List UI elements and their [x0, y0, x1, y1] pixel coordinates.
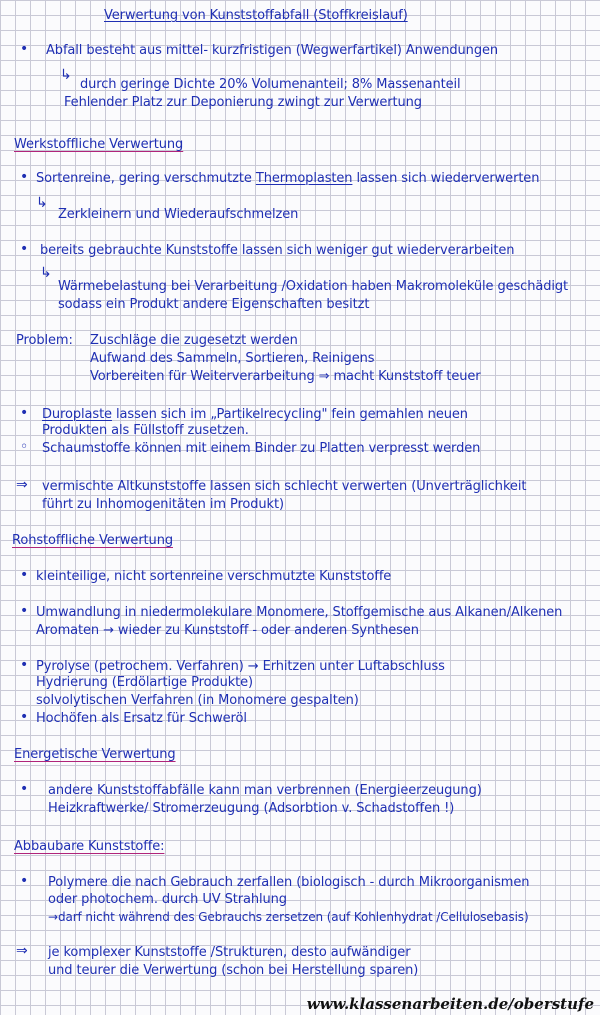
- problem-line-2: Aufwand des Sammeln, Sortieren, Reinigens: [90, 351, 375, 366]
- page-title: Verwertung von Kunststoffabfall (Stoffkreislauf): [104, 8, 408, 23]
- abbau-line-3: →darf nicht während des Gebrauchs zersetzen (auf Kohlenhydrat /Cellulosebasis): [48, 910, 529, 924]
- abbau-line-2: oder photochem. durch UV Strahlung: [48, 892, 287, 907]
- werk-bullet-1-term: Thermoplasten: [255, 171, 353, 186]
- bullet-icon: •: [20, 873, 29, 889]
- intro-line-2: durch geringe Dichte 20% Volumenanteil; 8% Massenanteil: [80, 77, 461, 92]
- schaumstoffe-line: Schaumstoffe können mit einem Binder zu Platten verpresst werden: [42, 441, 481, 456]
- bullet-icon: •: [20, 603, 29, 619]
- bullet-icon: •: [20, 709, 29, 725]
- arrow-icon: ↳: [40, 265, 52, 281]
- abbau-line-1: Polymere die nach Gebrauch zerfallen (biologisch - durch Mikroorganismen: [48, 875, 530, 890]
- heading-energetische: Energetische Verwertung: [14, 747, 176, 762]
- werk-bullet-1: [36, 172, 539, 186]
- bullet-icon: •: [20, 781, 29, 797]
- arrow-icon: ↳: [36, 195, 48, 211]
- energ-line-1: andere Kunststoffabfälle kann man verbrennen (Energieerzeugung): [48, 783, 482, 798]
- bullet-icon: •: [20, 405, 29, 421]
- roh-bullet-3c: solvolytischen Verfahren (in Monomere gespalten): [36, 693, 359, 708]
- werk-bullet-1b: lassen sich wiederverwerten: [356, 171, 540, 186]
- duroplaste-term: Duroplaste: [42, 407, 112, 422]
- abbau-conclusion-2: und teurer die Verwertung (schon bei Herstellung sparen): [48, 963, 419, 978]
- abbau-conclusion-1: je komplexer Kunststoffe /Strukturen, desto aufwändiger: [48, 945, 411, 960]
- heading-rohstoffliche: Rohstoffliche Verwertung: [12, 533, 173, 548]
- duroplaste-line-1: [42, 408, 468, 422]
- werk-bullet-2-sub-1: Wärmebelastung bei Verarbeitung /Oxidation haben Makromoleküle geschädigt: [58, 279, 569, 294]
- arrow-icon: ↳: [60, 67, 72, 83]
- roh-bullet-2b: Aromaten → wieder zu Kunststoff - oder anderen Synthesen: [36, 623, 419, 638]
- conclusion-line-2: führt zu Inhomogenitäten im Produkt): [42, 497, 284, 512]
- problem-label: Problem:: [16, 333, 73, 348]
- bullet-icon: •: [20, 169, 29, 185]
- bullet-icon: •: [20, 241, 29, 257]
- bullet-icon: •: [20, 41, 29, 57]
- roh-bullet-2a: Umwandlung in niedermolekulare Monomere, Stoffgemische aus Alkanen/Alkenen: [36, 605, 563, 620]
- roh-bullet-3b: Hydrierung (Erdölartige Produkte): [36, 675, 254, 690]
- werk-bullet-1a: Sortenreine, gering verschmutzte: [36, 171, 252, 186]
- footer-website: www.klassenarbeiten.de/oberstufe: [306, 995, 594, 1013]
- werk-bullet-2: bereits gebrauchte Kunststoffe lassen sich weniger gut wiederverarbeiten: [40, 243, 515, 258]
- werk-bullet-1-sub: Zerkleinern und Wiederaufschmelzen: [58, 207, 299, 222]
- problem-line-3: Vorbereiten für Weiterverarbeitung ⇒ macht Kunststoff teuer: [90, 369, 481, 384]
- heading-abbaubare: Abbaubare Kunststoffe:: [14, 839, 165, 854]
- roh-bullet-3a: Pyrolyse (petrochem. Verfahren) → Erhitzen unter Luftabschluss: [36, 659, 445, 674]
- duroplaste-text: lassen sich im „Partikelrecycling" fein gemahlen neuen: [116, 407, 468, 422]
- heading-werkstoffliche: Werkstoffliche Verwertung: [14, 137, 184, 152]
- roh-bullet-4: Hochöfen als Ersatz für Schweröl: [36, 711, 247, 726]
- werk-bullet-2-sub-2: sodass ein Produkt andere Eigenschaften besitzt: [58, 297, 370, 312]
- duroplaste-line-2: Produkten als Füllstoff zusetzen.: [42, 423, 249, 438]
- conclusion-line-1: vermischte Altkunststoffe lassen sich schlecht verwerten (Unverträglichkeit: [42, 479, 527, 494]
- intro-line-1: Abfall besteht aus mittel- kurzfristigen (Wegwerfartikel) Anwendungen: [46, 43, 499, 58]
- bullet-icon: •: [20, 567, 29, 583]
- bullet-icon: •: [20, 657, 29, 673]
- implication-arrow-icon: ⇒: [16, 943, 28, 959]
- energ-line-2: Heizkraftwerke/ Stromerzeugung (Adsorbtion v. Schadstoffen !): [48, 801, 455, 816]
- roh-bullet-1: kleinteilige, nicht sortenreine verschmutzte Kunststoffe: [36, 569, 392, 584]
- bullet-icon: ◦: [20, 439, 29, 455]
- intro-line-3: Fehlender Platz zur Deponierung zwingt zur Verwertung: [64, 95, 422, 110]
- implication-arrow-icon: ⇒: [16, 477, 28, 493]
- problem-line-1: Zuschläge die zugesetzt werden: [90, 333, 298, 348]
